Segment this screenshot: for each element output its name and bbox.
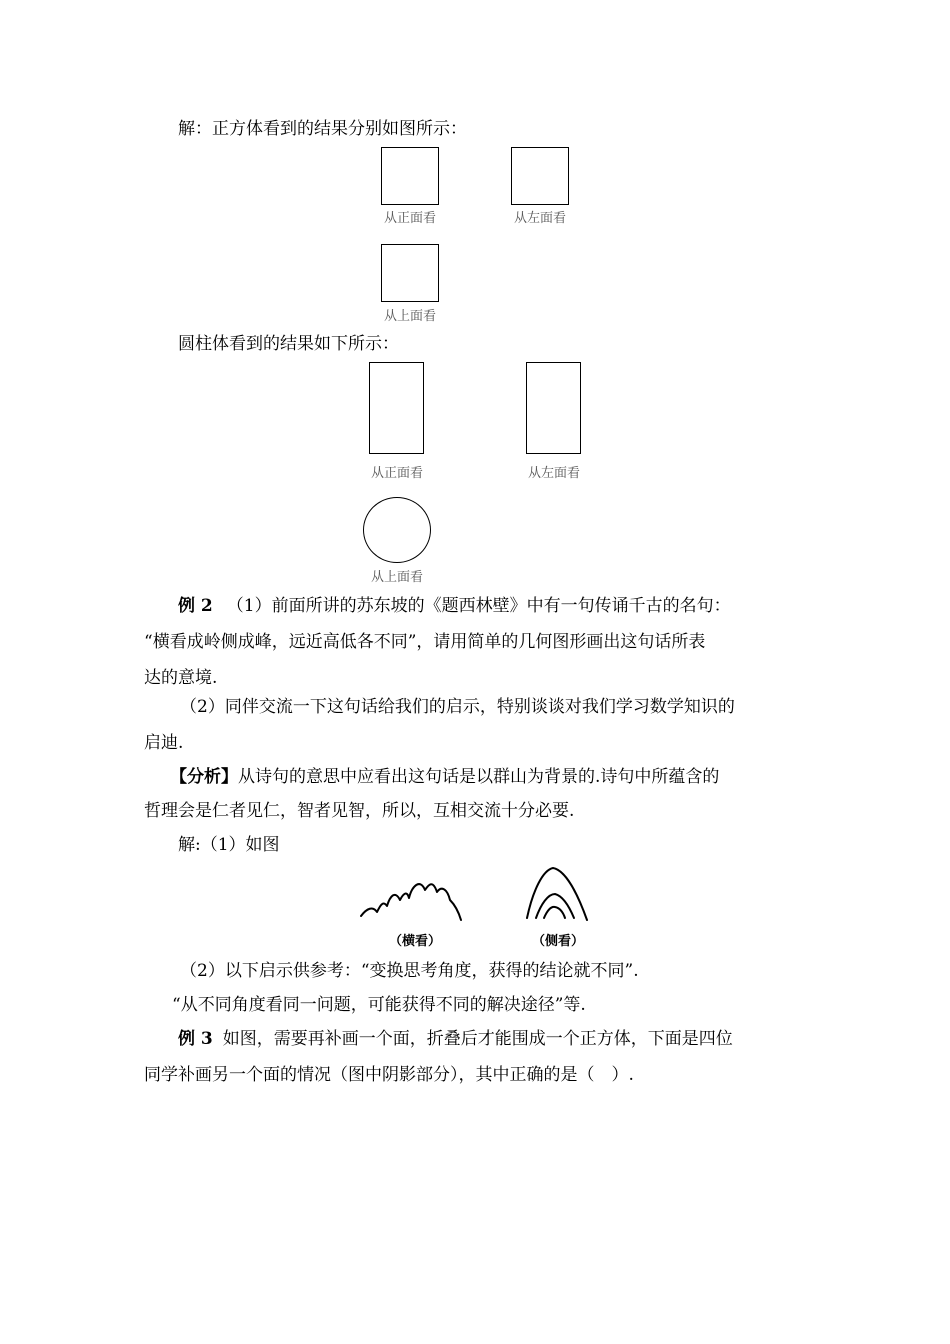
example2-part2-line2: 启迪. — [144, 733, 184, 753]
example3-line2: 同学补画另一个面的情况（图中阴影部分），其中正确的是（ ）. — [144, 1065, 634, 1085]
cube-left-caption: 从左面看 — [513, 211, 566, 226]
cube-top-view — [381, 244, 439, 302]
cylinder-top-view — [363, 497, 431, 563]
answer2-line1: （2）以下启示供参考：“变换思考角度，获得的结论就不同”. — [180, 961, 639, 981]
cylinder-front-caption: 从正面看 — [370, 466, 423, 481]
analysis-line2: 哲理会是仁者见仁，智者见智，所以，互相交流十分必要. — [144, 801, 575, 821]
cube-front-view — [381, 147, 439, 205]
analysis-tag: 【分析】 — [170, 767, 238, 787]
side-mountain-inner-icon — [544, 907, 565, 918]
cube-top-caption: 从上面看 — [383, 309, 436, 324]
side-view-caption: （侧看） — [531, 934, 584, 949]
analysis-line1 — [170, 765, 719, 789]
example2-part1-line2: “横看成岭侧成峰，远近高低各不同”，请用简单的几何图形画出这句话所表 — [144, 632, 706, 652]
example3-line1 — [178, 1027, 733, 1051]
example2-part2-line1: （2）同伴交流一下这句话给我们的启示，特别谈谈对我们学习数学知识的 — [180, 697, 735, 717]
example3-label: 例 3 — [178, 1029, 213, 1049]
horizontal-mountains-icon — [361, 884, 461, 920]
example2-part1-line1: （1）前面所讲的苏东坡的《题西林壁》中有一句传诵千古的名句： — [226, 596, 731, 616]
example3-text-line1: 如图，需要再补画一个面，折叠后才能围成一个正方体，下面是四位 — [222, 1029, 733, 1049]
analysis-text-line1: 从诗句的意思中应看出这句话是以群山为背景的.诗句中所蕴含的 — [238, 767, 720, 787]
answer2-line2: “从不同角度看同一问题，可能获得不同的解决途径”等. — [172, 995, 586, 1015]
cube-left-view — [511, 147, 569, 205]
cylinder-front-view — [369, 362, 424, 454]
cylinder-left-view — [526, 362, 581, 454]
mountain-figures — [355, 860, 600, 928]
cylinder-top-caption: 从上面看 — [370, 570, 423, 585]
example2-line1 — [178, 594, 731, 618]
example2-label: 例 2 — [178, 596, 213, 616]
horizontal-view-caption: （横看） — [388, 934, 441, 949]
cube-front-caption: 从正面看 — [383, 211, 436, 226]
cube-intro-text: 解：正方体看到的结果分别如图所示： — [178, 119, 467, 139]
cylinder-left-caption: 从左面看 — [527, 466, 580, 481]
cylinder-intro-text: 圆柱体看到的结果如下所示： — [178, 334, 399, 354]
solution-line: 解:（1）如图 — [178, 835, 280, 855]
example2-part1-line3: 达的意境. — [144, 668, 218, 688]
